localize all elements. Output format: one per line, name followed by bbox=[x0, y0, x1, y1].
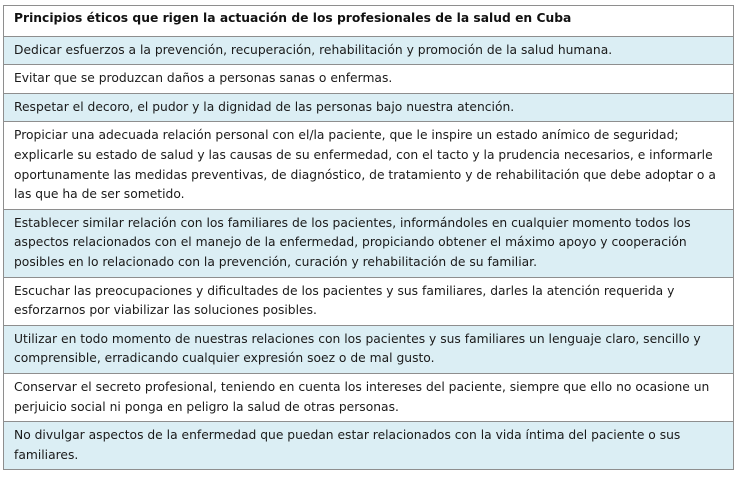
table-cell: Establecer similar relación con los familiares de los pacientes, informándoles en cualquier momento todos los aspectos relacionados con el manejo de la enfermedad, propiciando obtener el máximo apoyo y cooperación posibles en lo relacionado con la prevención, curación y rehabilitación de su familiar. bbox=[4, 209, 734, 277]
table-header-row bbox=[4, 6, 734, 37]
table-cell: Utilizar en todo momento de nuestras relaciones con los pacientes y sus familiares un lenguaje claro, sencillo y comprensible, erradicando cualquier expresión soez o de mal gusto. bbox=[4, 325, 734, 373]
table-cell: Dedicar esfuerzos a la prevención, recuperación, rehabilitación y promoción de la salud humana. bbox=[4, 36, 734, 65]
table-row bbox=[4, 325, 734, 373]
table-row bbox=[4, 373, 734, 421]
table-cell: Escuchar las preocupaciones y dificultades de los pacientes y sus familiares, darles la atención requerida y esforzarnos por viabilizar las soluciones posibles. bbox=[4, 277, 734, 325]
principles-table bbox=[3, 5, 734, 470]
table-cell: Respetar el decoro, el pudor y la dignidad de las personas bajo nuestra atención. bbox=[4, 93, 734, 122]
table-row bbox=[4, 65, 734, 94]
table-cell: No divulgar aspectos de la enfermedad que puedan estar relacionados con la vida íntima del paciente o sus familiares. bbox=[4, 422, 734, 470]
table-row bbox=[4, 277, 734, 325]
table-title: Principios éticos que rigen la actuación de los profesionales de la salud en Cuba bbox=[4, 6, 734, 37]
table-cell: Evitar que se produzcan daños a personas sanas o enfermas. bbox=[4, 65, 734, 94]
table-row bbox=[4, 209, 734, 277]
table-cell: Propiciar una adecuada relación personal con el/la paciente, que le inspire un estado anímico de seguridad; explicarle su estado de salud y las causas de su enfermedad, con el tacto y la prudencia necesarios, e informarle oportunamente las medidas preventivas, de diagnóstico, de tratamiento y de rehabilitación que debe adoptar o a las que ha de ser sometido. bbox=[4, 122, 734, 209]
table-cell: Conservar el secreto profesional, teniendo en cuenta los intereses del paciente, siempre que ello no ocasione un perjuicio social ni ponga en peligro la salud de otras personas. bbox=[4, 373, 734, 421]
table-row bbox=[4, 93, 734, 122]
table-row bbox=[4, 422, 734, 470]
table-row bbox=[4, 36, 734, 65]
table-row bbox=[4, 122, 734, 209]
